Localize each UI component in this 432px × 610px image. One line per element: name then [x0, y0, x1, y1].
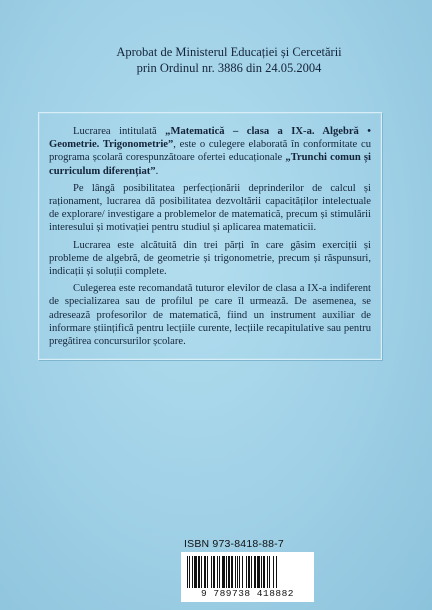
barcode-bar	[257, 556, 260, 588]
description-panel	[38, 112, 382, 360]
barcode-bar	[276, 556, 277, 588]
barcode-bar	[213, 556, 215, 588]
barcode-bar	[201, 556, 202, 588]
isbn-label: ISBN 973-8418-88-7	[184, 538, 284, 550]
barcode-bar	[204, 556, 206, 588]
barcode-bar	[263, 556, 265, 588]
barcode-bar	[187, 556, 188, 588]
barcode-bar	[246, 556, 247, 588]
barcode-bar	[239, 556, 240, 588]
curriculum-name: „Trunchi comun și curriculum diferențiat”	[49, 152, 371, 177]
barcode-bar	[211, 556, 212, 588]
approval-line-2: prin Ordinul nr. 3886 din 24.05.2004	[136, 61, 322, 75]
p1-middle: , este o culegere elaborată în conformitate cu programa școlară corespunzătoare ofertei educaționale	[49, 139, 371, 164]
description-paragraph-1	[49, 125, 371, 178]
barcode-bar	[248, 556, 250, 588]
barcode-bar	[192, 556, 193, 588]
barcode-bar	[235, 556, 236, 588]
barcode-bar	[273, 556, 274, 588]
barcode-bar	[261, 556, 262, 588]
barcode-bar	[198, 556, 200, 588]
p1-intro: Lucrarea intitulată	[73, 126, 166, 137]
barcode	[181, 552, 314, 602]
barcode-bar	[269, 556, 270, 588]
barcode-bar	[237, 556, 238, 588]
approval-line-1: Aprobat de Ministerul Educației și Cercetării	[116, 45, 342, 59]
description-paragraph-2: Pe lângă posibilitatea perfecționării deprinderilor de calcul și raționament, lucrarea dă posibilitatea dezvoltării capacităților intelectuale de explorare/ investigare a problemelor de matematică, precum și stimulării interesului și motivației pentru studiul și aplicarea matematicii.	[49, 182, 371, 234]
barcode-bar	[242, 556, 243, 588]
barcode-bar	[226, 556, 227, 588]
approval-notice	[104, 44, 354, 76]
barcode-bar	[189, 556, 190, 588]
barcode-bar	[254, 556, 256, 588]
barcode-bar	[207, 556, 208, 588]
barcode-bars	[187, 556, 308, 588]
description-paragraph-3: Lucrarea este alcătuită din trei părți în care găsim exerciții și probleme de algebră, de geometrie și trigonometrie, precum și răspunsuri, indicații și soluții complete.	[49, 239, 371, 278]
barcode-bar	[251, 556, 252, 588]
barcode-bar	[222, 556, 225, 588]
book-title: „Matematică – clasa a IX-a. Algebră • Geometrie. Trigonometrie”	[49, 126, 371, 151]
barcode-bar	[267, 556, 268, 588]
description-paragraph-4: Culegerea este recomandată tuturor elevilor de clasa a IX-a indiferent de specializarea sau de profilul pe care îl urmează. De asemenea, se adresează profesorilor de matematică, fiind un instrument auxiliar de informare științifică pentru lecțiile curente, lecțiile recapitulative sau pentru pregătirea concursurilor școlare.	[49, 283, 371, 348]
barcode-bar	[231, 556, 233, 588]
barcode-digits: 9 789738 418882	[200, 588, 294, 599]
barcode-bar	[219, 556, 220, 588]
barcode-bar	[217, 556, 218, 588]
barcode-bar	[194, 556, 197, 588]
p1-end: .	[155, 165, 159, 177]
barcode-bar	[228, 556, 230, 588]
